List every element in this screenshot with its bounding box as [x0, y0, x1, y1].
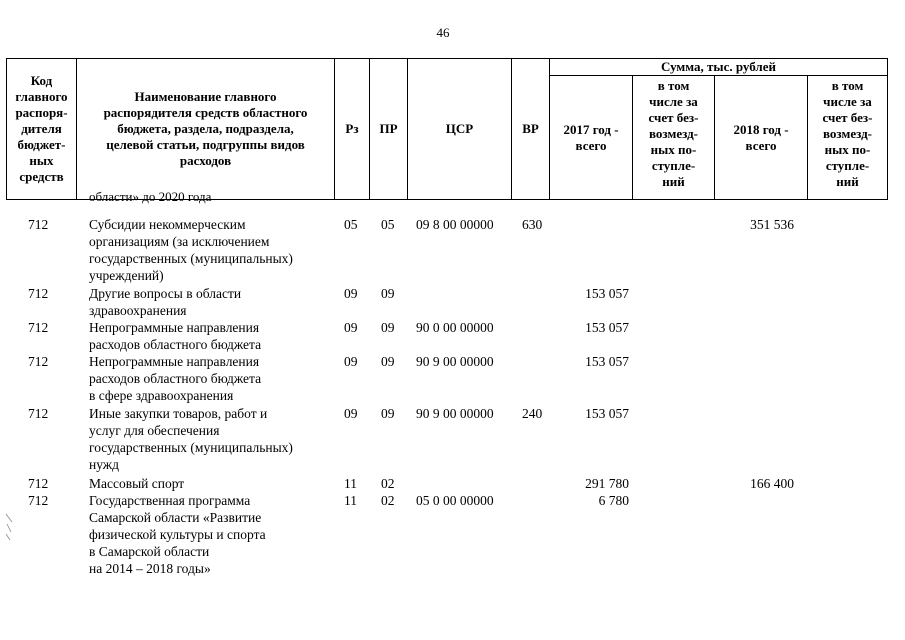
row-code: 712 [28, 354, 49, 369]
header-2018-total: 2018 год - всего [715, 76, 808, 200]
continuation-text: области» до 2020 года [89, 189, 212, 204]
header-csr: ЦСР [408, 59, 512, 200]
row-pr: 09 [381, 406, 395, 421]
row-name: Субсидии некоммерческим организациям (за исключением государственных (муниципальных) учреждений) [89, 217, 293, 283]
header-rz: Рз [335, 59, 370, 200]
row-pr: 09 [381, 286, 395, 301]
row-pr: 02 [381, 493, 395, 508]
row-rz: 09 [344, 320, 358, 335]
row-rz: 09 [344, 406, 358, 421]
row-name: Иные закупки товаров, работ и услуг для обеспечения государственных (муниципальных) нужд [89, 406, 293, 472]
row-pr: 09 [381, 354, 395, 369]
row-rz: 09 [344, 354, 358, 369]
row-csr: 05 0 00 00000 [416, 493, 494, 508]
header-vr: ВР [512, 59, 550, 200]
row-sum-2017: 153 057 [585, 354, 629, 369]
page-number: 46 [436, 25, 450, 40]
row-code: 712 [28, 320, 49, 335]
row-rz: 11 [344, 476, 357, 491]
header-code: Код главного распоря- дителя бюджет- ных средств [7, 59, 77, 200]
row-name: Государственная программа Самарской области «Развитие физической культуры и спорта в Самарской области на 2014 – 2018 годы» [89, 493, 266, 576]
row-name: Непрограммные направления расходов областного бюджета в сфере здравоохранения [89, 354, 262, 403]
row-code: 712 [28, 476, 49, 491]
row-name: Другие вопросы в области здравоохранения [89, 286, 242, 318]
row-csr: 09 8 00 00000 [416, 217, 494, 232]
row-code: 712 [28, 406, 49, 421]
row-rz: 09 [344, 286, 358, 301]
row-sum-2017: 291 780 [585, 476, 629, 491]
header-sum-title: Сумма, тыс. рублей [550, 59, 888, 76]
row-code: 712 [28, 493, 49, 508]
scan-margin-mark [4, 512, 14, 542]
row-vr: 630 [522, 217, 543, 232]
row-csr: 90 9 00 00000 [416, 354, 494, 369]
row-vr: 240 [522, 406, 543, 421]
row-code: 712 [28, 217, 49, 232]
header-name: Наименование главного распорядителя средств областного бюджета, раздела, подраздела, целевой статьи, подгруппы видов расходов [77, 59, 335, 200]
header-2017-total: 2017 год - всего [550, 76, 633, 200]
row-rz: 05 [344, 217, 358, 232]
row-sum-2017: 153 057 [585, 286, 629, 301]
row-rz: 11 [344, 493, 357, 508]
row-pr: 02 [381, 476, 395, 491]
row-sum-2018: 351 536 [750, 217, 794, 232]
row-csr: 90 0 00 00000 [416, 320, 494, 335]
row-sum-2017: 6 780 [598, 493, 629, 508]
row-pr: 09 [381, 320, 395, 335]
header-pr: ПР [370, 59, 408, 200]
header-2018-grants: в том числе за счет без- возмезд- ных по- ступле- ний [808, 76, 888, 200]
row-sum-2017: 153 057 [585, 320, 629, 335]
row-name: Массовый спорт [89, 476, 185, 491]
header-2017-grants: в том числе за счет без- возмезд- ных по- ступле- ний [633, 76, 715, 200]
row-code: 712 [28, 286, 49, 301]
row-name: Непрограммные направления расходов областного бюджета [89, 320, 262, 352]
row-pr: 05 [381, 217, 395, 232]
row-csr: 90 9 00 00000 [416, 406, 494, 421]
row-sum-2018: 166 400 [750, 476, 794, 491]
row-sum-2017: 153 057 [585, 406, 629, 421]
